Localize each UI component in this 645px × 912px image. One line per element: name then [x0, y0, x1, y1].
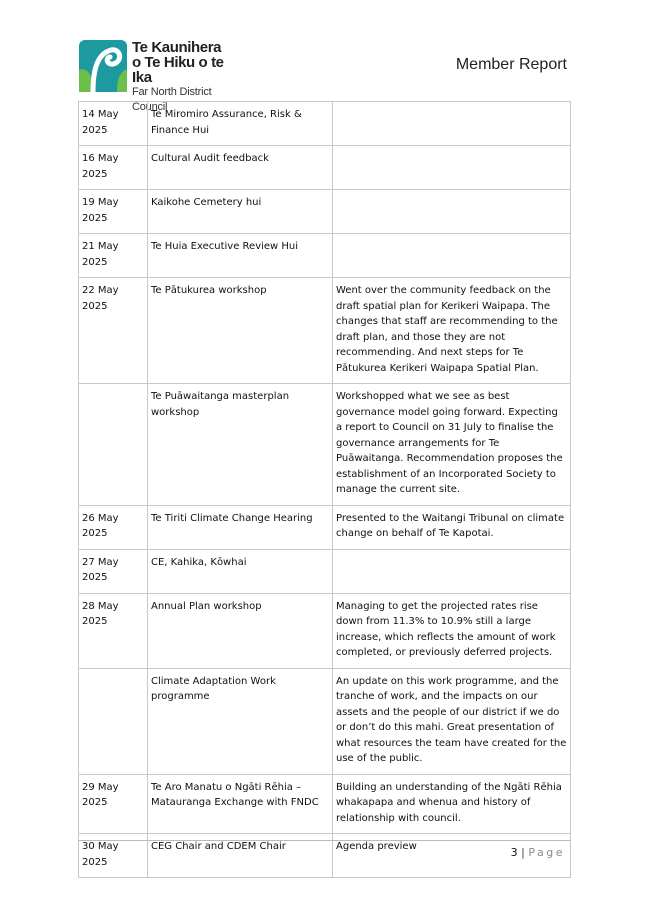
row-date: 21 May 2025: [79, 234, 148, 278]
row-notes: [333, 102, 571, 146]
report-title: Member Report: [455, 56, 567, 73]
row-date: 26 May 2025: [79, 505, 148, 549]
table-row: [79, 146, 571, 190]
row-notes: [333, 234, 571, 278]
table-row: [79, 549, 571, 593]
row-meeting: Te Pātukurea workshop: [148, 278, 333, 384]
table-row: [79, 102, 571, 146]
row-date: 14 May 2025: [79, 102, 148, 146]
page-separator: |: [521, 846, 525, 859]
row-notes: Building an understanding of the Ngāti Rēhia whakapapa and whenua and history of relationship with council.: [333, 774, 571, 834]
row-notes: Managing to get the projected rates rise down from 11.3% to 10.9% still a large increase, which reflects the amount of work completed, or previously deferred projects.: [333, 593, 571, 668]
row-notes: Workshopped what we see as best governance model going forward. Expecting a report to Council on 31 July to finalise the governance arrangements for Te Puāwaitanga. Recommendation proposes the establishment of an Incorporated Society to manage the current site.: [333, 384, 571, 506]
row-meeting: Cultural Audit feedback: [148, 146, 333, 190]
page-number: [511, 846, 565, 859]
row-meeting: Annual Plan workshop: [148, 593, 333, 668]
logo-line-2: o Te Hiku o te Ika: [132, 54, 224, 86]
logo-line-3: Far North District Council: [132, 86, 212, 113]
row-notes: Agenda preview: [333, 834, 571, 878]
table-row: [79, 774, 571, 834]
row-notes: An update on this work programme, and the tranche of work, and the impacts on our assets and the people of our district if we do or don’t do this mahi. Great presentation of what resources the team have created for the use of the public.: [333, 668, 571, 774]
row-date: 19 May 2025: [79, 190, 148, 234]
row-date: 22 May 2025: [79, 278, 148, 384]
row-notes: Went over the community feedback on the draft spatial plan for Kerikeri Waipapa. The changes that staff are recommending to the draft plan, and those they are not recommending. And next steps for Te Pātukurea Kerikeri Waipapa Spatial Plan.: [333, 278, 571, 384]
row-notes: Presented to the Waitangi Tribunal on climate change on behalf of Te Kapotai.: [333, 505, 571, 549]
row-meeting: Te Huia Executive Review Hui: [148, 234, 333, 278]
row-meeting: CE, Kahika, Kōwhai: [148, 549, 333, 593]
row-date: [79, 384, 148, 506]
row-notes: [333, 549, 571, 593]
row-date: 28 May 2025: [79, 593, 148, 668]
row-date: [79, 668, 148, 774]
row-date: 30 May 2025: [79, 834, 148, 878]
row-meeting: Te Aro Manatu o Ngāti Rēhia – Matauranga Exchange with FNDC: [148, 774, 333, 834]
page-number-value: 3: [510, 846, 518, 859]
row-notes: [333, 146, 571, 190]
table-row: [79, 668, 571, 774]
council-logo: [79, 39, 229, 113]
row-meeting: Te Tiriti Climate Change Hearing: [148, 505, 333, 549]
table-row: [79, 384, 571, 506]
row-meeting: Te Puāwaitanga masterplan workshop: [148, 384, 333, 506]
row-meeting: Te Miromiro Assurance, Risk & Finance Hui: [148, 102, 333, 146]
footer-divider: [78, 840, 570, 841]
table-row: [79, 593, 571, 668]
row-meeting: Kaikohe Cemetery hui: [148, 190, 333, 234]
table-row: [79, 190, 571, 234]
row-notes: [333, 190, 571, 234]
row-meeting: CEG Chair and CDEM Chair: [148, 834, 333, 878]
logo-line-1: Te Kaunihera: [132, 39, 222, 56]
row-date: 27 May 2025: [79, 549, 148, 593]
row-date: 16 May 2025: [79, 146, 148, 190]
meetings-table: [78, 101, 571, 878]
koru-logo-icon: [79, 40, 127, 92]
row-meeting: Climate Adaptation Work programme: [148, 668, 333, 774]
table-row: [79, 505, 571, 549]
page-word: Page: [528, 846, 565, 859]
table-row: [79, 278, 571, 384]
table-row: [79, 234, 571, 278]
row-date: 29 May 2025: [79, 774, 148, 834]
